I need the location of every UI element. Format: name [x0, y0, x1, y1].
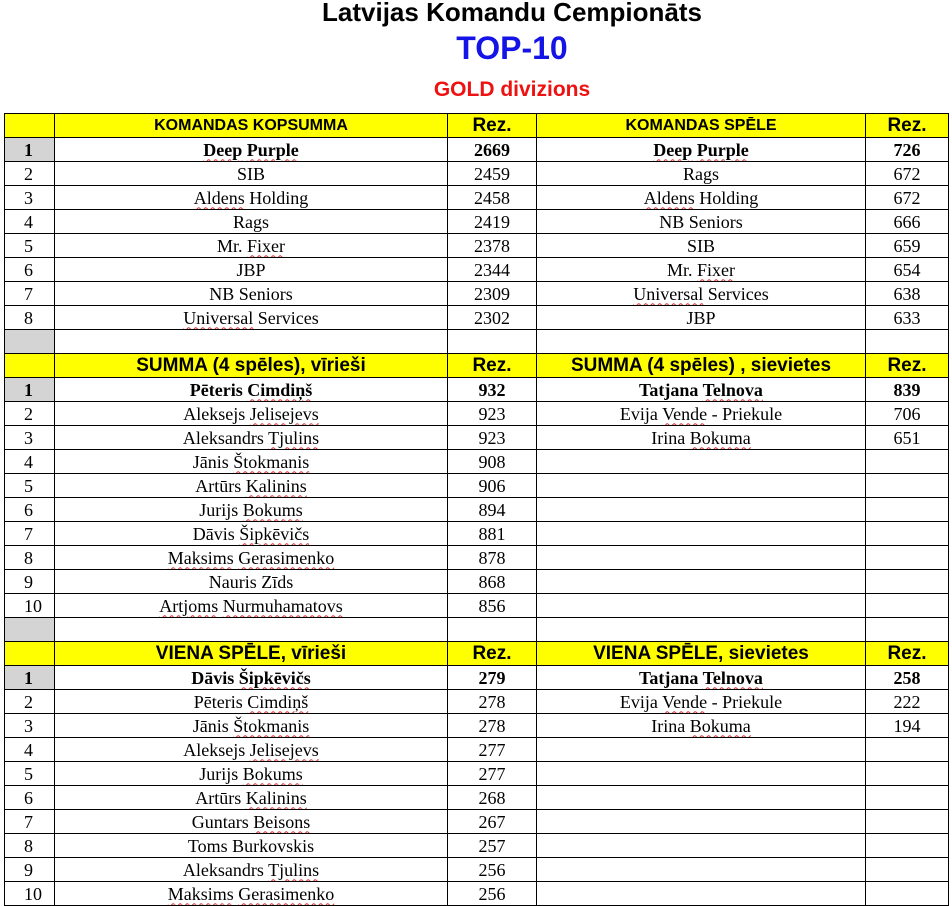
- table-row: [5, 306, 949, 330]
- left-score-cell: 2419: [448, 210, 537, 234]
- right-score-cell: [866, 546, 949, 570]
- right-name-cell: [537, 810, 866, 834]
- table-row: [5, 834, 949, 858]
- results-table: [4, 113, 949, 906]
- section-header-row: [5, 114, 949, 138]
- table-row: [5, 474, 949, 498]
- right-score-cell: [866, 594, 949, 618]
- rank-cell: 6: [5, 498, 55, 522]
- rank-cell: 3: [5, 714, 55, 738]
- right-score-cell: [866, 450, 949, 474]
- right-name-cell: [537, 498, 866, 522]
- right-name-cell: [537, 594, 866, 618]
- left-score-cell: 278: [448, 690, 537, 714]
- right-score-cell: 194: [866, 714, 949, 738]
- right-result-header: Rez.: [866, 114, 949, 138]
- left-score-cell: 881: [448, 522, 537, 546]
- rank-cell: 9: [5, 858, 55, 882]
- left-score-cell: 268: [448, 786, 537, 810]
- spacer-row: [5, 330, 949, 354]
- right-name-cell: [537, 474, 866, 498]
- left-score-cell: 279: [448, 666, 537, 690]
- table-row: [5, 162, 949, 186]
- section-header-row: [5, 354, 949, 378]
- left-name-cell: Artjoms Nurmuhamatovs: [55, 594, 448, 618]
- left-name-cell: Jānis Štokmanis: [55, 450, 448, 474]
- right-name-cell: [537, 762, 866, 786]
- left-score-cell: 908: [448, 450, 537, 474]
- right-result-header: Rez.: [866, 354, 949, 378]
- table-row: [5, 378, 949, 402]
- left-result-header: Rez.: [448, 114, 537, 138]
- table-row: [5, 450, 949, 474]
- left-name-cell: Aleksandrs Tjulins: [55, 426, 448, 450]
- left-score-cell: 2378: [448, 234, 537, 258]
- right-score-cell: 222: [866, 690, 949, 714]
- left-name-cell: Deep Purple: [55, 138, 448, 162]
- rank-cell: 2: [5, 402, 55, 426]
- left-name-cell: Dāvis Šipkēvičs: [55, 666, 448, 690]
- table-row: [5, 498, 949, 522]
- right-name-cell: JBP: [537, 306, 866, 330]
- right-score-cell: [866, 738, 949, 762]
- right-score-cell: [866, 570, 949, 594]
- right-name-cell: [537, 738, 866, 762]
- empty-cell: [5, 330, 55, 354]
- empty-cell: [537, 618, 866, 642]
- rank-cell: 3: [5, 186, 55, 210]
- right-score-cell: 258: [866, 666, 949, 690]
- left-score-cell: 257: [448, 834, 537, 858]
- left-name-cell: Dāvis Šipkēvičs: [55, 522, 448, 546]
- empty-cell: [55, 618, 448, 642]
- table-row: [5, 714, 949, 738]
- left-name-cell: Aleksandrs Tjulins: [55, 858, 448, 882]
- rank-cell: 8: [5, 546, 55, 570]
- table-row: [5, 786, 949, 810]
- right-score-cell: [866, 762, 949, 786]
- left-score-cell: 277: [448, 738, 537, 762]
- left-score-cell: 2458: [448, 186, 537, 210]
- left-name-cell: Nauris Zīds: [55, 570, 448, 594]
- right-name-cell: Universal Services: [537, 282, 866, 306]
- rank-cell: 1: [5, 666, 55, 690]
- table-row: [5, 690, 949, 714]
- left-name-cell: Jurijs Bokums: [55, 498, 448, 522]
- left-name-cell: Pēteris Cimdiņš: [55, 690, 448, 714]
- right-name-cell: Evija Vende - Priekule: [537, 402, 866, 426]
- right-score-cell: 672: [866, 186, 949, 210]
- rank-cell: 8: [5, 834, 55, 858]
- left-score-cell: 923: [448, 402, 537, 426]
- empty-cell: [866, 330, 949, 354]
- left-name-cell: Jānis Štokmanis: [55, 714, 448, 738]
- right-name-cell: [537, 858, 866, 882]
- left-score-cell: 2459: [448, 162, 537, 186]
- rank-cell: 6: [5, 258, 55, 282]
- rank-cell: 7: [5, 810, 55, 834]
- left-name-cell: Aldens Holding: [55, 186, 448, 210]
- left-result-header: Rez.: [448, 642, 537, 666]
- empty-cell: [448, 618, 537, 642]
- table-row: [5, 210, 949, 234]
- left-name-cell: Toms Burkovskis: [55, 834, 448, 858]
- rank-cell: 4: [5, 210, 55, 234]
- rank-cell: 7: [5, 522, 55, 546]
- right-name-cell: Deep Purple: [537, 138, 866, 162]
- left-name-cell: Universal Services: [55, 306, 448, 330]
- rank-cell: 4: [5, 450, 55, 474]
- right-score-cell: 672: [866, 162, 949, 186]
- table-row: [5, 882, 949, 906]
- right-score-cell: 651: [866, 426, 949, 450]
- right-score-cell: 633: [866, 306, 949, 330]
- rank-cell: 5: [5, 762, 55, 786]
- table-row: [5, 762, 949, 786]
- right-name-cell: SIB: [537, 234, 866, 258]
- right-name-cell: Tatjana Telnova: [537, 378, 866, 402]
- left-name-cell: Artūrs Kalinins: [55, 786, 448, 810]
- table-row: [5, 282, 949, 306]
- right-name-cell: [537, 570, 866, 594]
- left-name-cell: JBP: [55, 258, 448, 282]
- right-name-cell: Irina Bokuma: [537, 426, 866, 450]
- rank-cell: 7: [5, 282, 55, 306]
- left-category-header: VIENA SPĒLE, vīrieši: [55, 642, 448, 666]
- left-score-cell: 2309: [448, 282, 537, 306]
- right-score-cell: 638: [866, 282, 949, 306]
- right-name-cell: NB Seniors: [537, 210, 866, 234]
- rank-cell: 8: [5, 306, 55, 330]
- empty-cell: [5, 618, 55, 642]
- right-score-cell: 659: [866, 234, 949, 258]
- table-row: [5, 402, 949, 426]
- rank-cell: 10: [5, 882, 55, 906]
- right-name-cell: [537, 522, 866, 546]
- rank-cell: 2: [5, 690, 55, 714]
- left-score-cell: 923: [448, 426, 537, 450]
- right-name-cell: [537, 786, 866, 810]
- rank-cell: 6: [5, 786, 55, 810]
- rank-header-cell: [5, 642, 55, 666]
- empty-cell: [866, 618, 949, 642]
- table-row: [5, 738, 949, 762]
- section-header-row: [5, 642, 949, 666]
- table-row: [5, 594, 949, 618]
- right-category-header: SUMMA (4 spēles) , sievietes: [537, 354, 866, 378]
- table-row: [5, 426, 949, 450]
- left-score-cell: 894: [448, 498, 537, 522]
- left-score-cell: 277: [448, 762, 537, 786]
- rank-header-cell: [5, 114, 55, 138]
- rank-cell: 9: [5, 570, 55, 594]
- page-title: Latvijas Komandu Cempionāts: [322, 0, 702, 27]
- division-title: GOLD divizions: [433, 78, 591, 101]
- right-score-cell: 666: [866, 210, 949, 234]
- left-name-cell: Jurijs Bokums: [55, 762, 448, 786]
- rank-cell: 1: [5, 378, 55, 402]
- left-name-cell: NB Seniors: [55, 282, 448, 306]
- table-row: [5, 138, 949, 162]
- right-score-cell: 706: [866, 402, 949, 426]
- right-score-cell: [866, 834, 949, 858]
- right-name-cell: [537, 546, 866, 570]
- table-row: [5, 570, 949, 594]
- left-name-cell: Aleksejs Jelisejevs: [55, 738, 448, 762]
- left-score-cell: 2302: [448, 306, 537, 330]
- rank-cell: 2: [5, 162, 55, 186]
- left-score-cell: 868: [448, 570, 537, 594]
- right-score-cell: 839: [866, 378, 949, 402]
- right-score-cell: [866, 810, 949, 834]
- rank-cell: 4: [5, 738, 55, 762]
- left-name-cell: SIB: [55, 162, 448, 186]
- left-score-cell: 278: [448, 714, 537, 738]
- rank-cell: 1: [5, 138, 55, 162]
- table-row: [5, 186, 949, 210]
- left-category-header: KOMANDAS KOPSUMMA: [55, 114, 448, 138]
- table-row: [5, 522, 949, 546]
- right-category-header: KOMANDAS SPĒLE: [537, 114, 866, 138]
- table-row: [5, 546, 949, 570]
- spacer-row: [5, 618, 949, 642]
- left-score-cell: 256: [448, 882, 537, 906]
- right-name-cell: [537, 882, 866, 906]
- left-score-cell: 267: [448, 810, 537, 834]
- left-score-cell: 906: [448, 474, 537, 498]
- left-score-cell: 2669: [448, 138, 537, 162]
- table-row: [5, 858, 949, 882]
- rank-cell: 3: [5, 426, 55, 450]
- right-score-cell: [866, 786, 949, 810]
- left-name-cell: Maksims Gerasimenko: [55, 546, 448, 570]
- right-score-cell: [866, 882, 949, 906]
- right-name-cell: [537, 834, 866, 858]
- left-score-cell: 256: [448, 858, 537, 882]
- right-score-cell: [866, 474, 949, 498]
- table-row: [5, 810, 949, 834]
- right-name-cell: [537, 450, 866, 474]
- right-name-cell: Mr. Fixer: [537, 258, 866, 282]
- left-name-cell: Guntars Beisons: [55, 810, 448, 834]
- right-category-header: VIENA SPĒLE, sievietes: [537, 642, 866, 666]
- right-name-cell: Tatjana Telnova: [537, 666, 866, 690]
- left-name-cell: Mr. Fixer: [55, 234, 448, 258]
- left-name-cell: Aleksejs Jelisejevs: [55, 402, 448, 426]
- empty-cell: [448, 330, 537, 354]
- right-name-cell: Evija Vende - Priekule: [537, 690, 866, 714]
- left-name-cell: Pēteris Cimdiņš: [55, 378, 448, 402]
- right-score-cell: 726: [866, 138, 949, 162]
- left-name-cell: Artūrs Kalinins: [55, 474, 448, 498]
- right-name-cell: Aldens Holding: [537, 186, 866, 210]
- right-name-cell: Rags: [537, 162, 866, 186]
- right-name-cell: Irina Bokuma: [537, 714, 866, 738]
- table-row: [5, 234, 949, 258]
- page-subtitle: TOP-10: [456, 30, 568, 66]
- right-result-header: Rez.: [866, 642, 949, 666]
- left-name-cell: Maksims Gerasimenko: [55, 882, 448, 906]
- left-result-header: Rez.: [448, 354, 537, 378]
- left-score-cell: 856: [448, 594, 537, 618]
- left-score-cell: 878: [448, 546, 537, 570]
- rank-cell: 5: [5, 474, 55, 498]
- empty-cell: [537, 330, 866, 354]
- left-score-cell: 932: [448, 378, 537, 402]
- empty-cell: [55, 330, 448, 354]
- left-score-cell: 2344: [448, 258, 537, 282]
- rank-cell: 10: [5, 594, 55, 618]
- left-name-cell: Rags: [55, 210, 448, 234]
- right-score-cell: [866, 522, 949, 546]
- right-score-cell: 654: [866, 258, 949, 282]
- table-row: [5, 666, 949, 690]
- left-category-header: SUMMA (4 spēles), vīrieši: [55, 354, 448, 378]
- right-score-cell: [866, 858, 949, 882]
- table-row: [5, 258, 949, 282]
- rank-cell: 5: [5, 234, 55, 258]
- rank-header-cell: [5, 354, 55, 378]
- right-score-cell: [866, 498, 949, 522]
